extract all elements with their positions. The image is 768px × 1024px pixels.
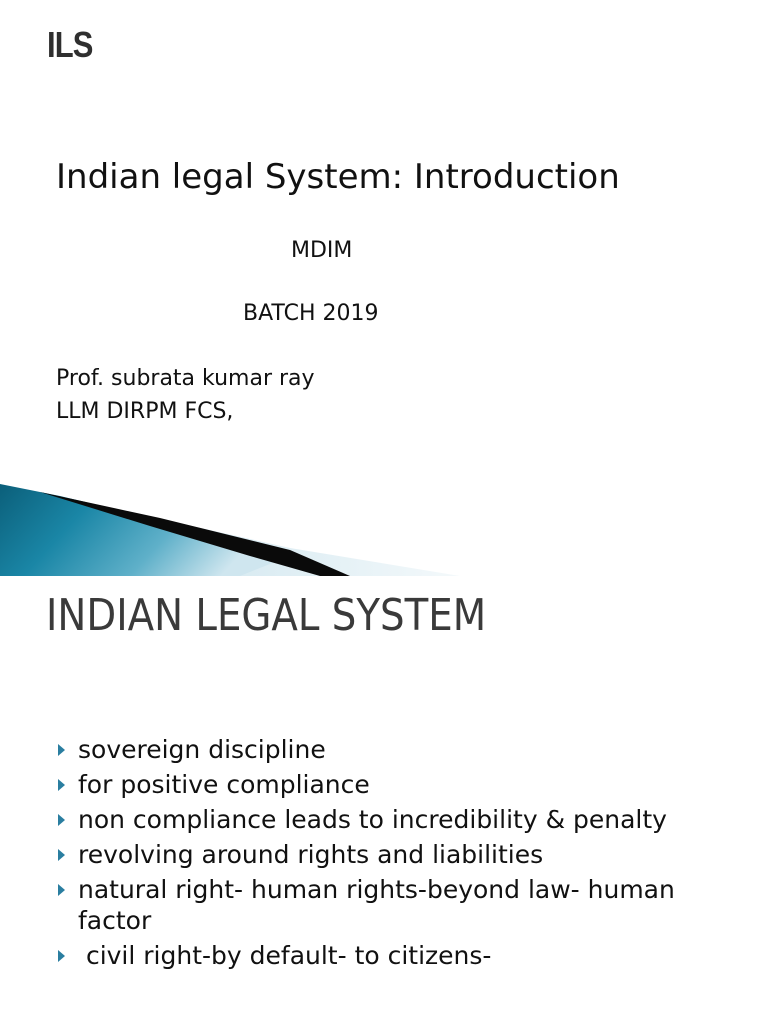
triangle-bullet-icon (58, 884, 65, 896)
triangle-bullet-icon (58, 744, 65, 756)
list-item (0, 769, 768, 800)
list-item (0, 804, 768, 835)
slide-subtitle: Indian legal System: Introduction (56, 157, 620, 197)
slide-title: ILS (47, 24, 93, 65)
program-name: MDIM (291, 238, 353, 263)
bullet-list (0, 734, 768, 975)
batch-label: BATCH 2019 (243, 301, 379, 326)
list-item (0, 734, 768, 765)
list-item-text: sovereign discipline (78, 735, 326, 764)
triangle-bullet-icon (58, 814, 65, 826)
triangle-bullet-icon (58, 849, 65, 861)
swoosh-teal-band (0, 484, 280, 576)
list-item (0, 940, 768, 971)
list-item-text: civil right-by default- to citizens- (78, 941, 492, 970)
slide-title: INDIAN LEGAL SYSTEM (46, 590, 487, 641)
presenter-name: Prof. subrata kumar ray (56, 366, 315, 391)
triangle-bullet-icon (58, 950, 65, 962)
triangle-bullet-icon (58, 779, 65, 791)
presenter-qualifications: LLM DIRPM FCS, (56, 399, 234, 424)
list-item-text: for positive compliance (78, 770, 370, 799)
list-item-text: non compliance leads to incredibility & penalty (78, 805, 667, 834)
list-item-text: revolving around rights and liabilities (78, 840, 544, 869)
list-item (0, 839, 768, 870)
decorative-swoosh (0, 470, 768, 576)
list-item-text: natural right- human rights-beyond law- human factor (78, 875, 675, 935)
content-slide (0, 576, 768, 1024)
list-item (0, 874, 768, 936)
